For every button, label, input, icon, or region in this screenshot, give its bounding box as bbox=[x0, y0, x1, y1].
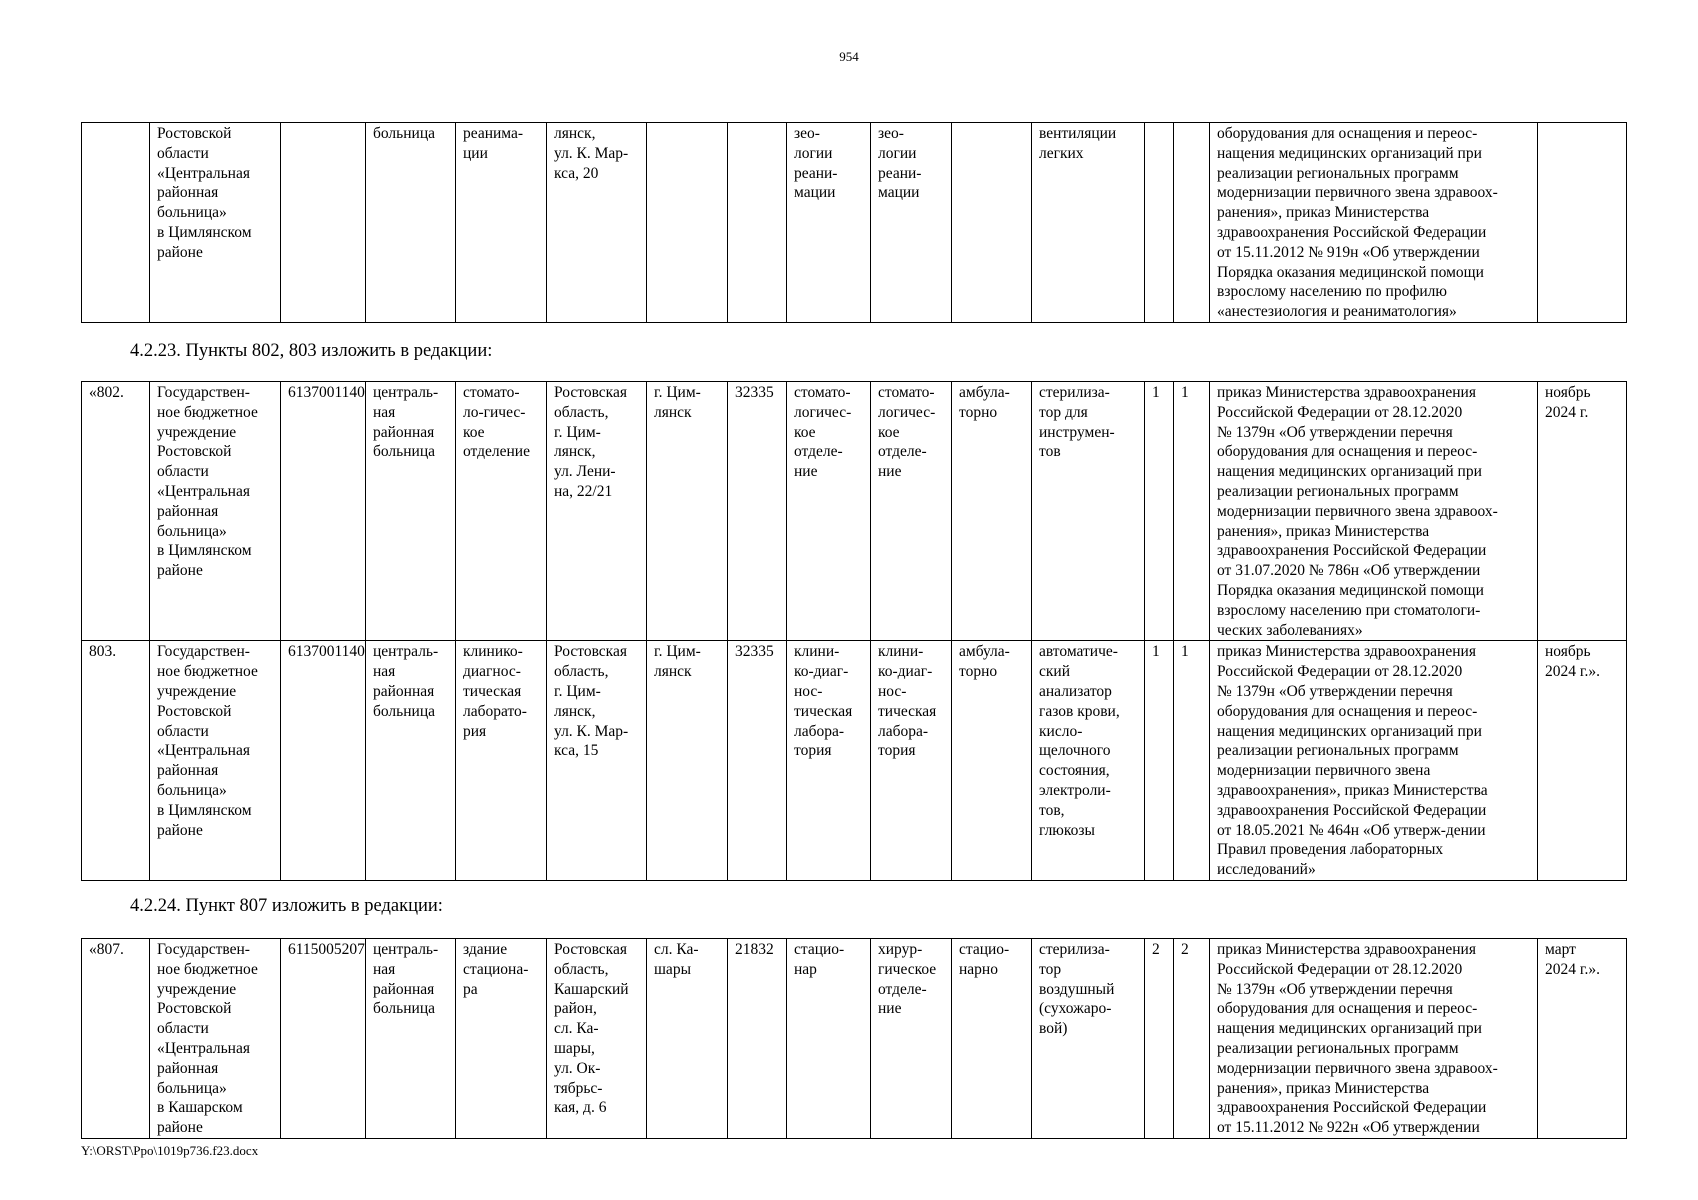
cell-profile-1: стомато- логичес- кое отделе- ние bbox=[787, 382, 871, 641]
cell-oktmo: 21832 bbox=[728, 939, 787, 1139]
cell-care-form: амбула- торно bbox=[952, 641, 1032, 881]
cell-profile-2: стомато- логичес- кое отделе- ние bbox=[871, 382, 952, 641]
cell-department: стомато- ло-гичес- кое отделение bbox=[456, 382, 547, 641]
table-row bbox=[82, 641, 1627, 881]
cell-quantity-2: 2 bbox=[1174, 939, 1210, 1139]
cell-profile-2: клини- ко-диаг- нос- тическая лабора- тория bbox=[871, 641, 952, 881]
page-number: 954 bbox=[839, 49, 859, 64]
cell-organization: Государствен- ное бюджетное учреждение Ростовской области «Центральная районная больница» в Цимлянском районе bbox=[150, 382, 281, 641]
cell-quantity-1: 1 bbox=[1145, 641, 1174, 881]
cell-facility-type: централь- ная районная больница bbox=[366, 939, 456, 1139]
table-row bbox=[82, 939, 1627, 1139]
cell-profile-1: стацио- нар bbox=[787, 939, 871, 1139]
cell-row-number bbox=[82, 123, 150, 323]
footer-file-path: Y:\ORST\Ppo\1019p736.f23.docx bbox=[81, 1143, 259, 1158]
cell-equipment: автоматиче- ский анализатор газов крови, кисло- щелочного состояния, электроли- тов, глюкозы bbox=[1032, 641, 1145, 881]
cell-oktmo: 32335 bbox=[728, 641, 787, 881]
cell-row-number: «807. bbox=[82, 939, 150, 1139]
cell-date: ноябрь 2024 г. bbox=[1538, 382, 1627, 641]
cell-quantity-1 bbox=[1145, 123, 1174, 323]
cell-organization: Государствен- ное бюджетное учреждение Ростовской области «Центральная районная больница» в Кашарском районе bbox=[150, 939, 281, 1139]
cell-locality bbox=[647, 123, 728, 323]
cell-oktmo: 32335 bbox=[728, 382, 787, 641]
cell-quantity-2: 1 bbox=[1174, 641, 1210, 881]
cell-locality: г. Цим- лянск bbox=[647, 641, 728, 881]
cell-quantity-2: 1 bbox=[1174, 382, 1210, 641]
cell-facility-type: централь- ная районная больница bbox=[366, 641, 456, 881]
section-heading-4-2-23: 4.2.23. Пункты 802, 803 изложить в редакции: bbox=[130, 341, 493, 361]
cell-date: март 2024 г.». bbox=[1538, 939, 1627, 1139]
equipment-table-continuation bbox=[81, 122, 1627, 323]
equipment-table-802-803 bbox=[81, 381, 1627, 881]
cell-profile-2: хирур- гическое отделе- ние bbox=[871, 939, 952, 1139]
cell-inn: 6137001140 bbox=[281, 641, 366, 881]
cell-organization: Ростовской области «Центральная районная больница» в Цимлянском районе bbox=[150, 123, 281, 323]
cell-equipment: вентиляции легких bbox=[1032, 123, 1145, 323]
cell-legal-basis: приказ Министерства здравоохранения Российской Федерации от 28.12.2020 № 1379н «Об утверждении перечня оборудования для оснащения и переос- нащения медицинских организаций при реализации региональных программ модернизации первичного звена здравоох- ранения», приказ Министерства здравоохранения Российской Федерации от 31.07.2020 № 786н «Об утверждении Порядка оказания медицинской помощи взрослому населению при стоматологи- ческих заболеваниях» bbox=[1210, 382, 1538, 641]
cell-department: здание стациона- ра bbox=[456, 939, 547, 1139]
cell-inn: 6137001140 bbox=[281, 382, 366, 641]
cell-row-number: 803. bbox=[82, 641, 150, 881]
cell-oktmo bbox=[728, 123, 787, 323]
cell-profile-2: зео- логии реани- мации bbox=[871, 123, 952, 323]
cell-equipment: стерилиза- тор воздушный (сухожаро- вой) bbox=[1032, 939, 1145, 1139]
cell-department: реанима- ции bbox=[456, 123, 547, 323]
cell-date: ноябрь 2024 г.». bbox=[1538, 641, 1627, 881]
cell-quantity-2 bbox=[1174, 123, 1210, 323]
table-row bbox=[82, 123, 1627, 323]
cell-organization: Государствен- ное бюджетное учреждение Ростовской области «Центральная районная больница» в Цимлянском районе bbox=[150, 641, 281, 881]
cell-facility-type: централь- ная районная больница bbox=[366, 382, 456, 641]
cell-address: Ростовская область, г. Цим- лянск, ул. К. Мар- кса, 15 bbox=[547, 641, 647, 881]
cell-inn: 6115005207 bbox=[281, 939, 366, 1139]
cell-address: Ростовская область, Кашарский район, сл. Ка- шары, ул. Ок- тябрьс- кая, д. 6 bbox=[547, 939, 647, 1139]
cell-facility-type: больница bbox=[366, 123, 456, 323]
cell-profile-1: клини- ко-диаг- нос- тическая лабора- тория bbox=[787, 641, 871, 881]
equipment-table-807 bbox=[81, 938, 1627, 1139]
cell-locality: г. Цим- лянск bbox=[647, 382, 728, 641]
cell-department: клинико- диагнос- тическая лаборато- рия bbox=[456, 641, 547, 881]
cell-legal-basis: оборудования для оснащения и переос- нащения медицинских организаций при реализации региональных программ модернизации первичного звена здравоох- ранения», приказ Министерства здравоохранения Российской Федерации от 15.11.2012 № 919н «Об утверждении Порядка оказания медицинской помощи взрослому населению по профилю «анестезиология и реаниматология» bbox=[1210, 123, 1538, 323]
cell-care-form: амбула- торно bbox=[952, 382, 1032, 641]
cell-care-form bbox=[952, 123, 1032, 323]
cell-legal-basis: приказ Министерства здравоохранения Российской Федерации от 28.12.2020 № 1379н «Об утверждении перечня оборудования для оснащения и переос- нащения медицинских организаций при реализации региональных программ модернизации первичного звена здравоохранения», приказ Министерства здравоохранения Российской Федерации от 18.05.2021 № 464н «Об утверж-дении Правил проведения лабораторных исследований» bbox=[1210, 641, 1538, 881]
cell-inn bbox=[281, 123, 366, 323]
section-heading-4-2-24: 4.2.24. Пункт 807 изложить в редакции: bbox=[130, 896, 443, 916]
cell-address: лянск, ул. К. Мар- кса, 20 bbox=[547, 123, 647, 323]
cell-legal-basis: приказ Министерства здравоохранения Российской Федерации от 28.12.2020 № 1379н «Об утверждении перечня оборудования для оснащения и переос- нащения медицинских организаций при реализации региональных программ модернизации первичного звена здравоох- ранения», приказ Министерства здравоохранения Российской Федерации от 15.11.2012 № 922н «Об утверждении bbox=[1210, 939, 1538, 1139]
cell-locality: сл. Ка- шары bbox=[647, 939, 728, 1139]
cell-quantity-1: 1 bbox=[1145, 382, 1174, 641]
cell-quantity-1: 2 bbox=[1145, 939, 1174, 1139]
table-row bbox=[82, 382, 1627, 641]
cell-care-form: стацио- нарно bbox=[952, 939, 1032, 1139]
cell-profile-1: зео- логии реани- мации bbox=[787, 123, 871, 323]
cell-equipment: стерилиза- тор для инструмен- тов bbox=[1032, 382, 1145, 641]
cell-address: Ростовская область, г. Цим- лянск, ул. Лени- на, 22/21 bbox=[547, 382, 647, 641]
cell-row-number: «802. bbox=[82, 382, 150, 641]
cell-date bbox=[1538, 123, 1627, 323]
